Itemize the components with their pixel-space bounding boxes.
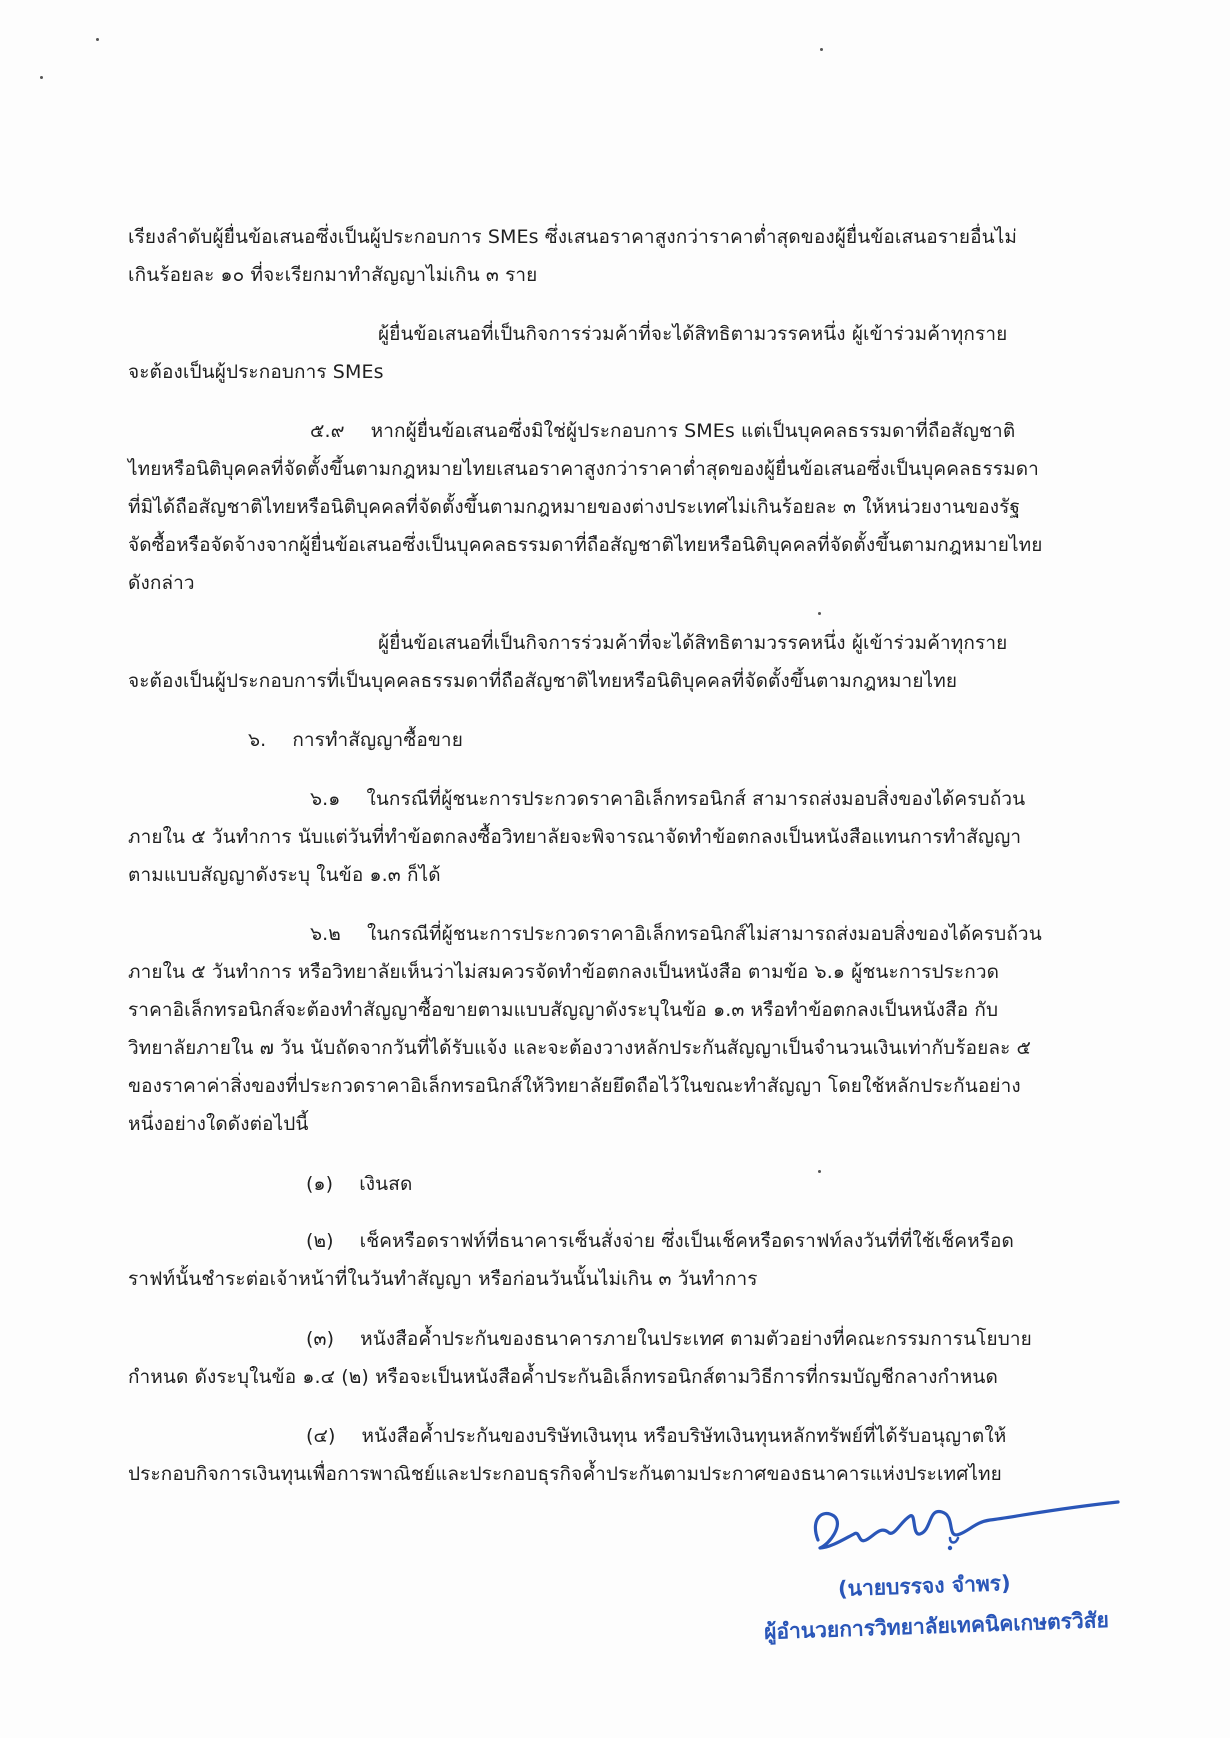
paragraph-line: ภายใน ๕ วันทำการ นับแต่วันที่ทำข้อตกลงซื้อวิทยาลัยจะพิจารณาจัดทำข้อตกลงเป็นหนังสือแทนการทำสัญญา [128, 826, 1022, 848]
paragraph-line: เกินร้อยละ ๑๐ ที่จะเรียกมาทำสัญญาไม่เกิน ๓ ราย [128, 264, 538, 286]
paragraph-line: หนึ่งอย่างใดดังต่อไปนี้ [128, 1113, 309, 1135]
item-number: (๑) [306, 1173, 334, 1195]
clause-text: หากผู้ยื่นข้อเสนอซึ่งมิใช่ผู้ประกอบการ SMEs แต่เป็นบุคคลธรรมดาที่ถือสัญชาติ [370, 420, 1016, 442]
paragraph-line: จะต้องเป็นผู้ประกอบการ SMEs [128, 361, 384, 383]
paragraph-line: กำหนด ดังระบุในข้อ ๑.๔ (๒) หรือจะเป็นหนังสือค้ำประกันอิเล็กทรอนิกส์ตามวิธีการที่กรมบัญชีกลางกำหนด [128, 1366, 998, 1388]
paragraph-line: จะต้องเป็นผู้ประกอบการที่เป็นบุคคลธรรมดาที่ถือสัญชาติไทยหรือนิติบุคคลที่จัดตั้งขึ้นตามกฎหมายไทย [128, 670, 958, 692]
list-item [306, 1222, 1014, 1260]
clause-6-2-line [310, 915, 1042, 953]
section-number: ๖. [248, 729, 267, 751]
list-item [306, 1165, 412, 1203]
scan-speck [818, 1170, 821, 1173]
paragraph-line: ราคาอิเล็กทรอนิกส์จะต้องทำสัญญาซื้อขายตามแบบสัญญาดังระบุในข้อ ๑.๓ หรือทำข้อตกลงเป็นหนังสือ กับ [128, 999, 999, 1021]
paragraph-line: เรียงลำดับผู้ยื่นข้อเสนอซึ่งเป็นผู้ประกอบการ SMEs ซึ่งเสนอราคาสูงกว่าราคาต่ำสุดของผู้ยื่นข้อเสนอรายอื่นไม่ [128, 226, 1018, 248]
item-text: เช็คหรือดราฟท์ที่ธนาคารเซ็นสั่งจ่าย ซึ่งเป็นเช็คหรือดราฟท์ลงวันที่ที่ใช้เช็คหรือด [359, 1230, 1014, 1252]
item-number: (๔) [306, 1425, 336, 1447]
paragraph-line: ที่มิได้ถือสัญชาติไทยหรือนิติบุคคลที่จัดตั้งขึ้นตามกฎหมายของต่างประเทศไม่เกินร้อยละ ๓ ให้หน่วยงานของรัฐ [128, 496, 1021, 518]
clause-number: ๖.๑ [310, 788, 341, 810]
scan-speck [818, 612, 821, 615]
paragraph-line: ผู้ยื่นข้อเสนอที่เป็นกิจการร่วมค้าที่จะได้สิทธิตามวรรคหนึ่ง ผู้เข้าร่วมค้าทุกราย [378, 323, 1008, 345]
paragraph-line: ตามแบบสัญญาดังระบุ ในข้อ ๑.๓ ก็ได้ [128, 864, 441, 886]
item-text: หนังสือค้ำประกันของบริษัทเงินทุน หรือบริษัทเงินทุนหลักทรัพย์ที่ได้รับอนุญาตให้ [361, 1425, 1007, 1447]
item-text: หนังสือค้ำประกันของธนาคารภายในประเทศ ตามตัวอย่างที่คณะกรรมการนโยบาย [360, 1328, 1032, 1350]
item-number: (๒) [306, 1230, 334, 1252]
paragraph-line: ราฟท์นั้นชำระต่อเจ้าหน้าที่ในวันทำสัญญา หรือก่อนวันนั้นไม่เกิน ๓ วันทำการ [128, 1268, 758, 1290]
list-item [306, 1417, 1006, 1455]
clause-6-1-line [310, 780, 1025, 818]
item-text: เงินสด [359, 1173, 413, 1195]
clause-text: ในกรณีที่ผู้ชนะการประกวดราคาอิเล็กทรอนิกส์ไม่สามารถส่งมอบสิ่งของได้ครบถ้วน [366, 923, 1042, 945]
signatory-title: ผู้อำนวยการวิทยาลัยเทคนิคเกษตรวิสัย [763, 1607, 1110, 1645]
paragraph-line: ไทยหรือนิติบุคคลที่จัดตั้งขึ้นตามกฎหมายไทยเสนอราคาสูงกว่าราคาต่ำสุดของผู้ยื่นข้อเสนอซึ่งเป็นบุคคลธรรมดา [128, 458, 1039, 480]
paragraph-line: ของราคาค่าสิ่งของที่ประกวดราคาอิเล็กทรอนิกส์ให้วิทยาลัยยึดถือไว้ในขณะทำสัญญา โดยใช้หลักประกันอย่าง [128, 1075, 1021, 1097]
paragraph-line: ผู้ยื่นข้อเสนอที่เป็นกิจการร่วมค้าที่จะได้สิทธิตามวรรคหนึ่ง ผู้เข้าร่วมค้าทุกราย [378, 632, 1008, 654]
section-title: การทำสัญญาซื้อขาย [292, 729, 463, 751]
scan-speck [40, 76, 43, 79]
scan-speck [820, 48, 823, 51]
clause-number: ๖.๒ [310, 923, 341, 945]
paragraph-line: ดังกล่าว [128, 572, 195, 594]
paragraph-line: วิทยาลัยภายใน ๗ วัน นับถัดจากวันที่ได้รับแจ้ง และจะต้องวางหลักประกันสัญญาเป็นจำนวนเงินเท่ากับร้อยละ ๕ [128, 1037, 1032, 1059]
item-number: (๓) [306, 1328, 335, 1350]
scan-speck [96, 38, 99, 41]
list-item [306, 1320, 1032, 1358]
section-heading [248, 721, 463, 759]
paragraph-line: ภายใน ๕ วันทำการ หรือวิทยาลัยเห็นว่าไม่สมควรจัดทำข้อตกลงเป็นหนังสือ ตามข้อ ๖.๑ ผู้ชนะการประกวด [128, 961, 1000, 983]
clause-number: ๕.๙ [310, 420, 345, 442]
handwritten-signature [800, 1478, 1130, 1568]
paragraph-line: จัดซื้อหรือจัดจ้างจากผู้ยื่นข้อเสนอซึ่งเป็นบุคคลธรรมดาที่ถือสัญชาติไทยหรือนิติบุคคลที่จัดตั้งขึ้นตามกฎหมายไทย [128, 534, 1043, 556]
clause-text: ในกรณีที่ผู้ชนะการประกวดราคาอิเล็กทรอนิกส์ สามารถส่งมอบสิ่งของได้ครบถ้วน [366, 788, 1026, 810]
signatory-name: (นายบรรจง จำพร) [837, 1570, 1011, 1602]
clause-5-9-line [310, 412, 1015, 450]
paragraph-line: ประกอบกิจการเงินทุนเพื่อการพาณิชย์และประกอบธุรกิจค้ำประกันตามประกาศของธนาคารแห่งประเทศไทย [128, 1463, 1002, 1485]
